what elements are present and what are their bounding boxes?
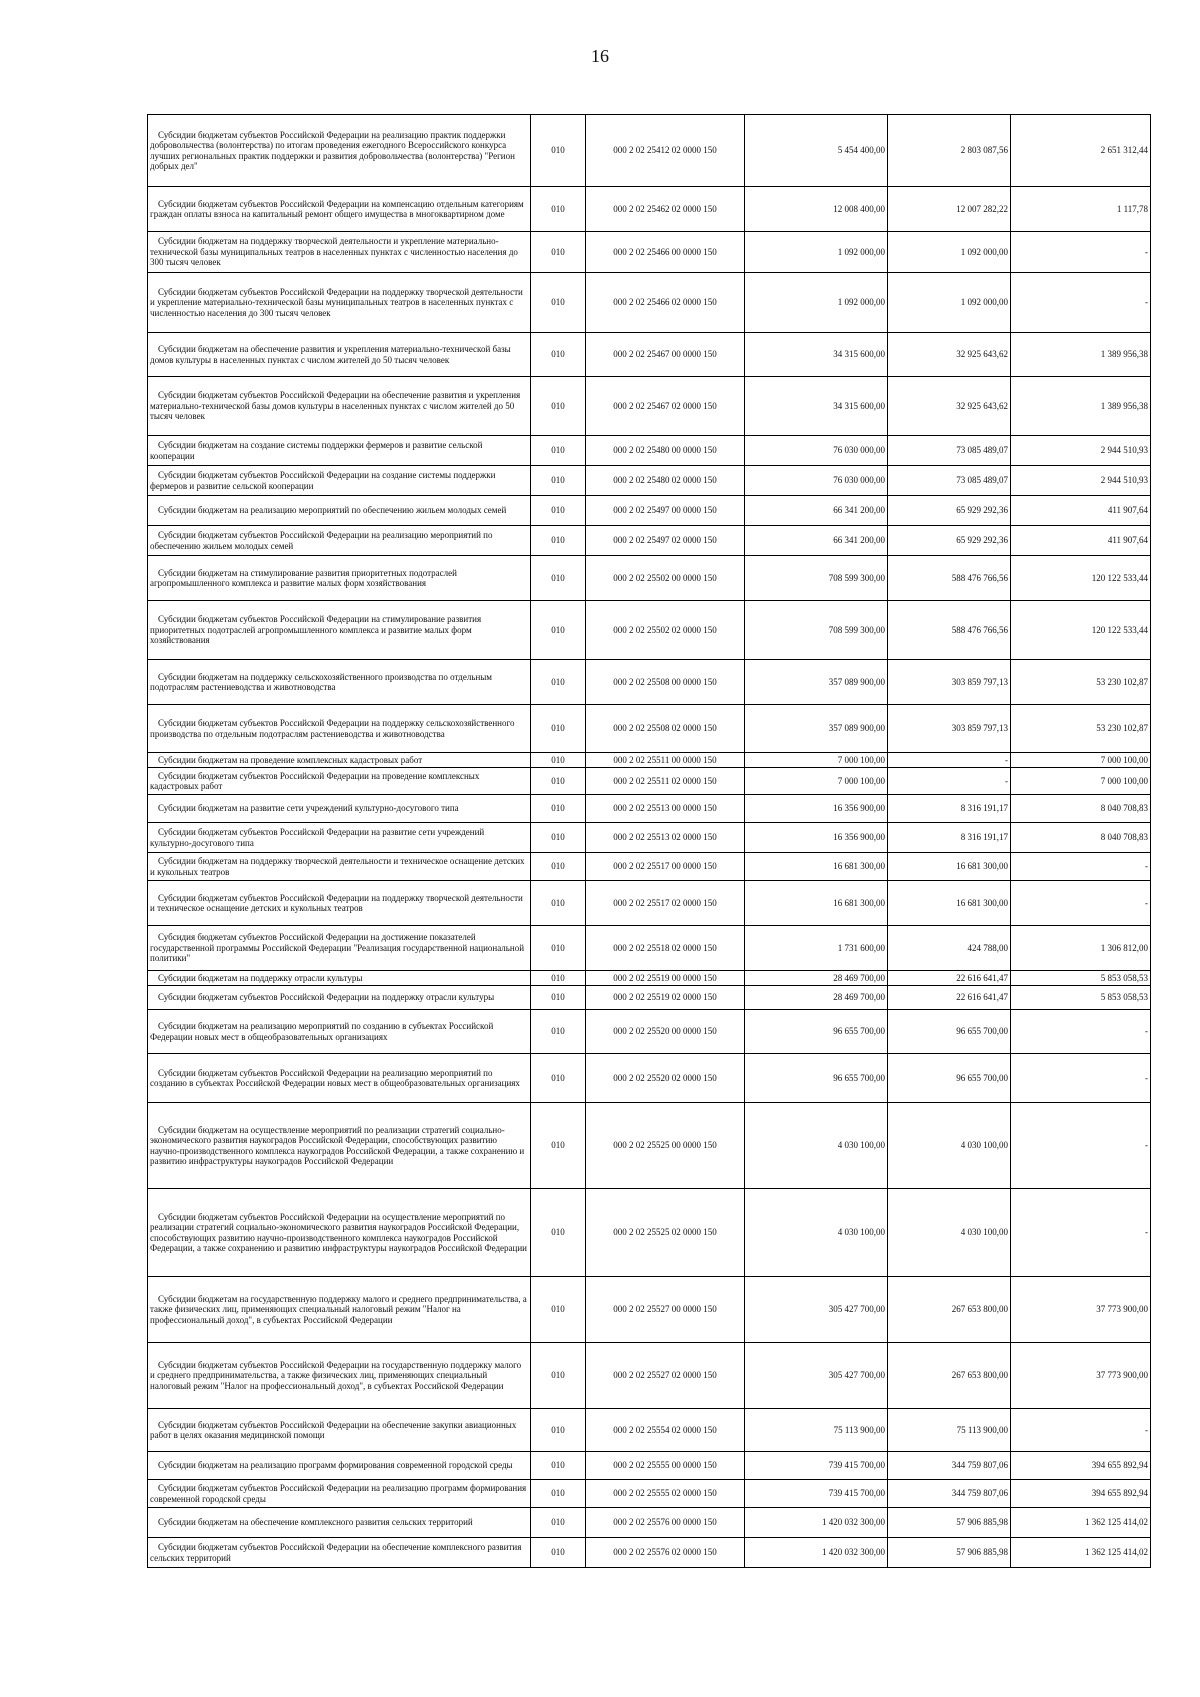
row-budget-code: 000 2 02 25519 02 0000 150: [586, 986, 745, 1010]
row-remaining-amount: -: [1011, 1189, 1151, 1277]
row-executed-amount: 1 092 000,00: [888, 232, 1011, 273]
row-description: Субсидии бюджетам субъектов Российской Федерации на поддержку творческой деятельности и укрепление материально-технической базы муниципальных театров в населенных пунктах с численностью населения до 300 тысяч человек: [148, 273, 531, 333]
row-remaining-amount: -: [1011, 1409, 1151, 1452]
row-remaining-amount: 2 944 510,93: [1011, 466, 1151, 496]
row-approved-amount: 357 089 900,00: [745, 705, 888, 753]
row-line-code: 010: [531, 526, 586, 556]
row-budget-code: 000 2 02 25497 00 0000 150: [586, 496, 745, 526]
row-description: Субсидии бюджетам субъектов Российской Федерации на проведение комплексных кадастровых работ: [148, 768, 531, 795]
row-line-code: 010: [531, 1103, 586, 1189]
row-remaining-amount: 37 773 900,00: [1011, 1343, 1151, 1409]
row-description: Субсидии бюджетам на поддержку творческой деятельности и техническое оснащение детских и кукольных театров: [148, 853, 531, 881]
row-executed-amount: 32 925 643,62: [888, 333, 1011, 377]
row-approved-amount: 4 030 100,00: [745, 1189, 888, 1277]
row-budget-code: 000 2 02 25517 00 0000 150: [586, 853, 745, 881]
row-remaining-amount: -: [1011, 853, 1151, 881]
row-line-code: 010: [531, 496, 586, 526]
table-row: [148, 926, 1151, 971]
table-row: [148, 1480, 1151, 1508]
table-row: [148, 795, 1151, 823]
row-executed-amount: 424 788,00: [888, 926, 1011, 971]
table-row: [148, 881, 1151, 926]
row-line-code: 010: [531, 1189, 586, 1277]
row-description: Субсидии бюджетам субъектов Российской Федерации на реализацию мероприятий по созданию в субъектах Российской Федерации новых мест в общеобразовательных организациях: [148, 1054, 531, 1103]
row-budget-code: 000 2 02 25480 02 0000 150: [586, 466, 745, 496]
row-approved-amount: 4 030 100,00: [745, 1103, 888, 1189]
row-approved-amount: 28 469 700,00: [745, 986, 888, 1010]
row-approved-amount: 5 454 400,00: [745, 115, 888, 187]
row-remaining-amount: 37 773 900,00: [1011, 1277, 1151, 1343]
row-approved-amount: 1 731 600,00: [745, 926, 888, 971]
row-remaining-amount: 411 907,64: [1011, 526, 1151, 556]
row-executed-amount: 12 007 282,22: [888, 187, 1011, 232]
row-description: Субсидия бюджетам субъектов Российской Федерации на достижение показателей государственной программы Российской Федерации "Реализация государственной национальной политики": [148, 926, 531, 971]
table-row: [148, 1103, 1151, 1189]
row-remaining-amount: 7 000 100,00: [1011, 768, 1151, 795]
page-number: 16: [591, 46, 609, 66]
row-description: Субсидии бюджетам на поддержку творческой деятельности и укрепление материально-технической базы муниципальных театров в населенных пунктах с численностью населения до 300 тысяч человек: [148, 232, 531, 273]
table-row: [148, 377, 1151, 436]
row-line-code: 010: [531, 795, 586, 823]
row-approved-amount: 7 000 100,00: [745, 753, 888, 768]
row-approved-amount: 34 315 600,00: [745, 333, 888, 377]
row-description: Субсидии бюджетам субъектов Российской Федерации на поддержку сельскохозяйственного производства по отдельным подотраслям растениеводства и животноводства: [148, 705, 531, 753]
row-line-code: 010: [531, 986, 586, 1010]
table-row: [148, 986, 1151, 1010]
row-budget-code: 000 2 02 25513 00 0000 150: [586, 795, 745, 823]
row-line-code: 010: [531, 333, 586, 377]
row-approved-amount: 1 092 000,00: [745, 273, 888, 333]
row-line-code: 010: [531, 1409, 586, 1452]
row-executed-amount: 8 316 191,17: [888, 823, 1011, 853]
row-approved-amount: 12 008 400,00: [745, 187, 888, 232]
row-executed-amount: 267 653 800,00: [888, 1343, 1011, 1409]
row-budget-code: 000 2 02 25511 02 0000 150: [586, 768, 745, 795]
row-description: Субсидии бюджетам субъектов Российской Федерации на создание системы поддержки фермеров и развитие сельской кооперации: [148, 466, 531, 496]
row-approved-amount: 28 469 700,00: [745, 971, 888, 986]
row-remaining-amount: -: [1011, 273, 1151, 333]
row-line-code: 010: [531, 881, 586, 926]
row-executed-amount: 2 803 087,56: [888, 115, 1011, 187]
row-budget-code: 000 2 02 25525 00 0000 150: [586, 1103, 745, 1189]
row-budget-code: 000 2 02 25576 02 0000 150: [586, 1538, 745, 1568]
row-executed-amount: 588 476 766,56: [888, 601, 1011, 660]
row-approved-amount: 75 113 900,00: [745, 1409, 888, 1452]
row-line-code: 010: [531, 1010, 586, 1054]
row-remaining-amount: 120 122 533,44: [1011, 556, 1151, 601]
row-executed-amount: 65 929 292,36: [888, 526, 1011, 556]
table-row: [148, 1343, 1151, 1409]
row-description: Субсидии бюджетам субъектов Российской Федерации на реализацию программ формирования современной городской среды: [148, 1480, 531, 1508]
table-row: [148, 705, 1151, 753]
table-row: [148, 232, 1151, 273]
table-row: [148, 1409, 1151, 1452]
table-row: [148, 660, 1151, 705]
row-executed-amount: 303 859 797,13: [888, 660, 1011, 705]
row-approved-amount: 739 415 700,00: [745, 1452, 888, 1480]
row-remaining-amount: 411 907,64: [1011, 496, 1151, 526]
row-budget-code: 000 2 02 25520 02 0000 150: [586, 1054, 745, 1103]
row-description: Субсидии бюджетам на реализацию мероприятий по созданию в субъектах Российской Федерации новых мест в общеобразовательных организациях: [148, 1010, 531, 1054]
row-remaining-amount: 394 655 892,94: [1011, 1480, 1151, 1508]
row-executed-amount: 75 113 900,00: [888, 1409, 1011, 1452]
row-executed-amount: 4 030 100,00: [888, 1189, 1011, 1277]
table-row: [148, 273, 1151, 333]
row-executed-amount: -: [888, 768, 1011, 795]
row-approved-amount: 16 681 300,00: [745, 853, 888, 881]
row-executed-amount: 16 681 300,00: [888, 881, 1011, 926]
row-line-code: 010: [531, 853, 586, 881]
row-line-code: 010: [531, 926, 586, 971]
row-budget-code: 000 2 02 25480 00 0000 150: [586, 436, 745, 466]
table-row: [148, 1054, 1151, 1103]
row-description: Субсидии бюджетам субъектов Российской Федерации на поддержку творческой деятельности и техническое оснащение детских и кукольных театров: [148, 881, 531, 926]
row-budget-code: 000 2 02 25508 02 0000 150: [586, 705, 745, 753]
row-executed-amount: 73 085 489,07: [888, 466, 1011, 496]
table-row: [148, 1189, 1151, 1277]
row-remaining-amount: 1 362 125 414,02: [1011, 1538, 1151, 1568]
row-remaining-amount: 1 117,78: [1011, 187, 1151, 232]
row-description: Субсидии бюджетам субъектов Российской Федерации на реализацию мероприятий по обеспечению жильем молодых семей: [148, 526, 531, 556]
row-remaining-amount: -: [1011, 881, 1151, 926]
row-executed-amount: 8 316 191,17: [888, 795, 1011, 823]
table-row: [148, 1452, 1151, 1480]
row-description: Субсидии бюджетам на проведение комплексных кадастровых работ: [148, 753, 531, 768]
table-row: [148, 601, 1151, 660]
row-budget-code: 000 2 02 25525 02 0000 150: [586, 1189, 745, 1277]
table-row: [148, 496, 1151, 526]
row-description: Субсидии бюджетам на реализацию программ формирования современной городской среды: [148, 1452, 531, 1480]
row-description: Субсидии бюджетам субъектов Российской Федерации на государственную поддержку малого и среднего предпринимательства, а также физических лиц, применяющих специальный налоговый режим "Налог на профессиональный доход", в субъектах Российской Федерации: [148, 1343, 531, 1409]
row-description: Субсидии бюджетам субъектов Российской Федерации на стимулирование развития приоритетных подотраслей агропромышленного комплекса и развитие малых форм хозяйствования: [148, 601, 531, 660]
table-row: [148, 333, 1151, 377]
row-description: Субсидии бюджетам субъектов Российской Федерации на развитие сети учреждений культурно-досугового типа: [148, 823, 531, 853]
row-description: Субсидии бюджетам на государственную поддержку малого и среднего предпринимательства, а также физических лиц, применяющих специальный налоговый режим "Налог на профессиональный доход", в субъектах Российской Федерации: [148, 1277, 531, 1343]
row-budget-code: 000 2 02 25519 00 0000 150: [586, 971, 745, 986]
row-remaining-amount: -: [1011, 1103, 1151, 1189]
row-remaining-amount: 1 306 812,00: [1011, 926, 1151, 971]
row-budget-code: 000 2 02 25466 00 0000 150: [586, 232, 745, 273]
row-approved-amount: 16 681 300,00: [745, 881, 888, 926]
row-remaining-amount: 8 040 708,83: [1011, 823, 1151, 853]
row-line-code: 010: [531, 187, 586, 232]
row-description: Субсидии бюджетам субъектов Российской Федерации на реализацию практик поддержки добровольчества (волонтерства) по итогам проведения ежегодного Всероссийского конкурса лучших региональных практик поддержки и развития добровольчества (волонтерства) "Регион добрых дел": [148, 115, 531, 187]
row-executed-amount: 57 906 885,98: [888, 1508, 1011, 1538]
row-line-code: 010: [531, 1538, 586, 1568]
table-row: [148, 753, 1151, 768]
row-budget-code: 000 2 02 25467 02 0000 150: [586, 377, 745, 436]
row-remaining-amount: 7 000 100,00: [1011, 753, 1151, 768]
row-budget-code: 000 2 02 25502 02 0000 150: [586, 601, 745, 660]
row-remaining-amount: -: [1011, 232, 1151, 273]
row-budget-code: 000 2 02 25555 00 0000 150: [586, 1452, 745, 1480]
row-budget-code: 000 2 02 25527 02 0000 150: [586, 1343, 745, 1409]
table-row: [148, 1538, 1151, 1568]
row-approved-amount: 708 599 300,00: [745, 556, 888, 601]
row-description: Субсидии бюджетам на поддержку отрасли культуры: [148, 971, 531, 986]
row-budget-code: 000 2 02 25412 02 0000 150: [586, 115, 745, 187]
row-line-code: 010: [531, 436, 586, 466]
row-line-code: 010: [531, 466, 586, 496]
row-line-code: 010: [531, 273, 586, 333]
row-line-code: 010: [531, 705, 586, 753]
row-description: Субсидии бюджетам на обеспечение развития и укрепления материально-технической базы домов культуры в населенных пунктах с числом жителей до 50 тысяч человек: [148, 333, 531, 377]
row-line-code: 010: [531, 1508, 586, 1538]
row-remaining-amount: 1 389 956,38: [1011, 377, 1151, 436]
row-budget-code: 000 2 02 25554 02 0000 150: [586, 1409, 745, 1452]
table-row: [148, 1010, 1151, 1054]
row-approved-amount: 305 427 700,00: [745, 1343, 888, 1409]
row-approved-amount: 739 415 700,00: [745, 1480, 888, 1508]
row-approved-amount: 16 356 900,00: [745, 823, 888, 853]
row-approved-amount: 76 030 000,00: [745, 466, 888, 496]
row-description: Субсидии бюджетам на поддержку сельскохозяйственного производства по отдельным подотраслям растениеводства и животноводства: [148, 660, 531, 705]
row-approved-amount: 357 089 900,00: [745, 660, 888, 705]
row-remaining-amount: 1 389 956,38: [1011, 333, 1151, 377]
row-line-code: 010: [531, 1343, 586, 1409]
row-budget-code: 000 2 02 25466 02 0000 150: [586, 273, 745, 333]
row-line-code: 010: [531, 601, 586, 660]
row-line-code: 010: [531, 1452, 586, 1480]
row-line-code: 010: [531, 823, 586, 853]
row-executed-amount: 65 929 292,36: [888, 496, 1011, 526]
table-row: [148, 971, 1151, 986]
row-approved-amount: 305 427 700,00: [745, 1277, 888, 1343]
row-budget-code: 000 2 02 25576 00 0000 150: [586, 1508, 745, 1538]
table-row: [148, 115, 1151, 187]
row-line-code: 010: [531, 556, 586, 601]
row-description: Субсидии бюджетам на создание системы поддержки фермеров и развитие сельской кооперации: [148, 436, 531, 466]
row-remaining-amount: -: [1011, 1054, 1151, 1103]
row-line-code: 010: [531, 1480, 586, 1508]
table-row: [148, 526, 1151, 556]
row-remaining-amount: 2 944 510,93: [1011, 436, 1151, 466]
row-approved-amount: 16 356 900,00: [745, 795, 888, 823]
row-approved-amount: 66 341 200,00: [745, 496, 888, 526]
row-budget-code: 000 2 02 25467 00 0000 150: [586, 333, 745, 377]
row-executed-amount: 96 655 700,00: [888, 1054, 1011, 1103]
row-executed-amount: -: [888, 753, 1011, 768]
row-budget-code: 000 2 02 25513 02 0000 150: [586, 823, 745, 853]
table-row: [148, 436, 1151, 466]
row-budget-code: 000 2 02 25511 00 0000 150: [586, 753, 745, 768]
row-line-code: 010: [531, 115, 586, 187]
row-executed-amount: 22 616 641,47: [888, 986, 1011, 1010]
budget-table-body: [148, 115, 1151, 1568]
row-line-code: 010: [531, 1054, 586, 1103]
row-executed-amount: 57 906 885,98: [888, 1538, 1011, 1568]
row-remaining-amount: 394 655 892,94: [1011, 1452, 1151, 1480]
row-approved-amount: 708 599 300,00: [745, 601, 888, 660]
table-row: [148, 768, 1151, 795]
table-row: [148, 853, 1151, 881]
row-line-code: 010: [531, 660, 586, 705]
table-row: [148, 1508, 1151, 1538]
row-executed-amount: 96 655 700,00: [888, 1010, 1011, 1054]
row-description: Субсидии бюджетам на реализацию мероприятий по обеспечению жильем молодых семей: [148, 496, 531, 526]
row-remaining-amount: 2 651 312,44: [1011, 115, 1151, 187]
budget-table: [147, 114, 1151, 1568]
row-description: Субсидии бюджетам субъектов Российской Федерации на поддержку отрасли культуры: [148, 986, 531, 1010]
row-executed-amount: 267 653 800,00: [888, 1277, 1011, 1343]
row-description: Субсидии бюджетам субъектов Российской Федерации на обеспечение комплексного развития сельских территорий: [148, 1538, 531, 1568]
row-description: Субсидии бюджетам субъектов Российской Федерации на обеспечение закупки авиационных работ в целях оказания медицинской помощи: [148, 1409, 531, 1452]
table-row: [148, 823, 1151, 853]
row-remaining-amount: 1 362 125 414,02: [1011, 1508, 1151, 1538]
row-remaining-amount: 5 853 058,53: [1011, 971, 1151, 986]
row-line-code: 010: [531, 768, 586, 795]
row-approved-amount: 76 030 000,00: [745, 436, 888, 466]
row-approved-amount: 96 655 700,00: [745, 1010, 888, 1054]
row-description: Субсидии бюджетам на развитие сети учреждений культурно-досугового типа: [148, 795, 531, 823]
row-description: Субсидии бюджетам на стимулирование развития приоритетных подотраслей агропромышленного комплекса и развитие малых форм хозяйствования: [148, 556, 531, 601]
row-budget-code: 000 2 02 25517 02 0000 150: [586, 881, 745, 926]
row-remaining-amount: 53 230 102,87: [1011, 705, 1151, 753]
table-row: [148, 187, 1151, 232]
row-budget-code: 000 2 02 25520 00 0000 150: [586, 1010, 745, 1054]
row-remaining-amount: 53 230 102,87: [1011, 660, 1151, 705]
row-budget-code: 000 2 02 25462 02 0000 150: [586, 187, 745, 232]
row-approved-amount: 34 315 600,00: [745, 377, 888, 436]
row-executed-amount: 303 859 797,13: [888, 705, 1011, 753]
row-approved-amount: 1 420 032 300,00: [745, 1538, 888, 1568]
row-executed-amount: 344 759 807,06: [888, 1480, 1011, 1508]
row-budget-code: 000 2 02 25502 00 0000 150: [586, 556, 745, 601]
row-description: Субсидии бюджетам на осуществление мероприятий по реализации стратегий социально-экономического развития наукоградов Российской Федерации, способствующих развитию научно-производственного комплекса наукоградов Российской Федерации, а также сохранению и развитию инфраструктуры наукоградов Российской Федерации: [148, 1103, 531, 1189]
row-budget-code: 000 2 02 25508 00 0000 150: [586, 660, 745, 705]
row-approved-amount: 66 341 200,00: [745, 526, 888, 556]
row-remaining-amount: -: [1011, 1010, 1151, 1054]
row-executed-amount: 22 616 641,47: [888, 971, 1011, 986]
row-remaining-amount: 120 122 533,44: [1011, 601, 1151, 660]
row-approved-amount: 7 000 100,00: [745, 768, 888, 795]
table-row: [148, 556, 1151, 601]
row-description: Субсидии бюджетам субъектов Российской Федерации на осуществление мероприятий по реализации стратегий социально-экономического развития наукоградов Российской Федерации, способствующих развитию научно-производственного комплекса наукоградов Российской Федерации, а также сохранению и развитию инфраструктуры наукоградов Российской Федерации: [148, 1189, 531, 1277]
row-executed-amount: 1 092 000,00: [888, 273, 1011, 333]
row-line-code: 010: [531, 971, 586, 986]
row-budget-code: 000 2 02 25497 02 0000 150: [586, 526, 745, 556]
row-approved-amount: 1 092 000,00: [745, 232, 888, 273]
row-line-code: 010: [531, 232, 586, 273]
row-description: Субсидии бюджетам субъектов Российской Федерации на обеспечение развития и укрепления материально-технической базы домов культуры в населенных пунктах с числом жителей до 50 тысяч человек: [148, 377, 531, 436]
row-budget-code: 000 2 02 25555 02 0000 150: [586, 1480, 745, 1508]
row-executed-amount: 344 759 807,06: [888, 1452, 1011, 1480]
row-executed-amount: 588 476 766,56: [888, 556, 1011, 601]
row-budget-code: 000 2 02 25518 02 0000 150: [586, 926, 745, 971]
row-approved-amount: 96 655 700,00: [745, 1054, 888, 1103]
row-description: Субсидии бюджетам на обеспечение комплексного развития сельских территорий: [148, 1508, 531, 1538]
row-description: Субсидии бюджетам субъектов Российской Федерации на компенсацию отдельным категориям граждан оплаты взноса на капитальный ремонт общего имущества в многоквартирном доме: [148, 187, 531, 232]
row-line-code: 010: [531, 377, 586, 436]
row-budget-code: 000 2 02 25527 00 0000 150: [586, 1277, 745, 1343]
row-line-code: 010: [531, 753, 586, 768]
table-row: [148, 1277, 1151, 1343]
row-executed-amount: 32 925 643,62: [888, 377, 1011, 436]
row-executed-amount: 4 030 100,00: [888, 1103, 1011, 1189]
row-line-code: 010: [531, 1277, 586, 1343]
row-executed-amount: 73 085 489,07: [888, 436, 1011, 466]
row-executed-amount: 16 681 300,00: [888, 853, 1011, 881]
row-approved-amount: 1 420 032 300,00: [745, 1508, 888, 1538]
row-remaining-amount: 5 853 058,53: [1011, 986, 1151, 1010]
table-row: [148, 466, 1151, 496]
row-remaining-amount: 8 040 708,83: [1011, 795, 1151, 823]
